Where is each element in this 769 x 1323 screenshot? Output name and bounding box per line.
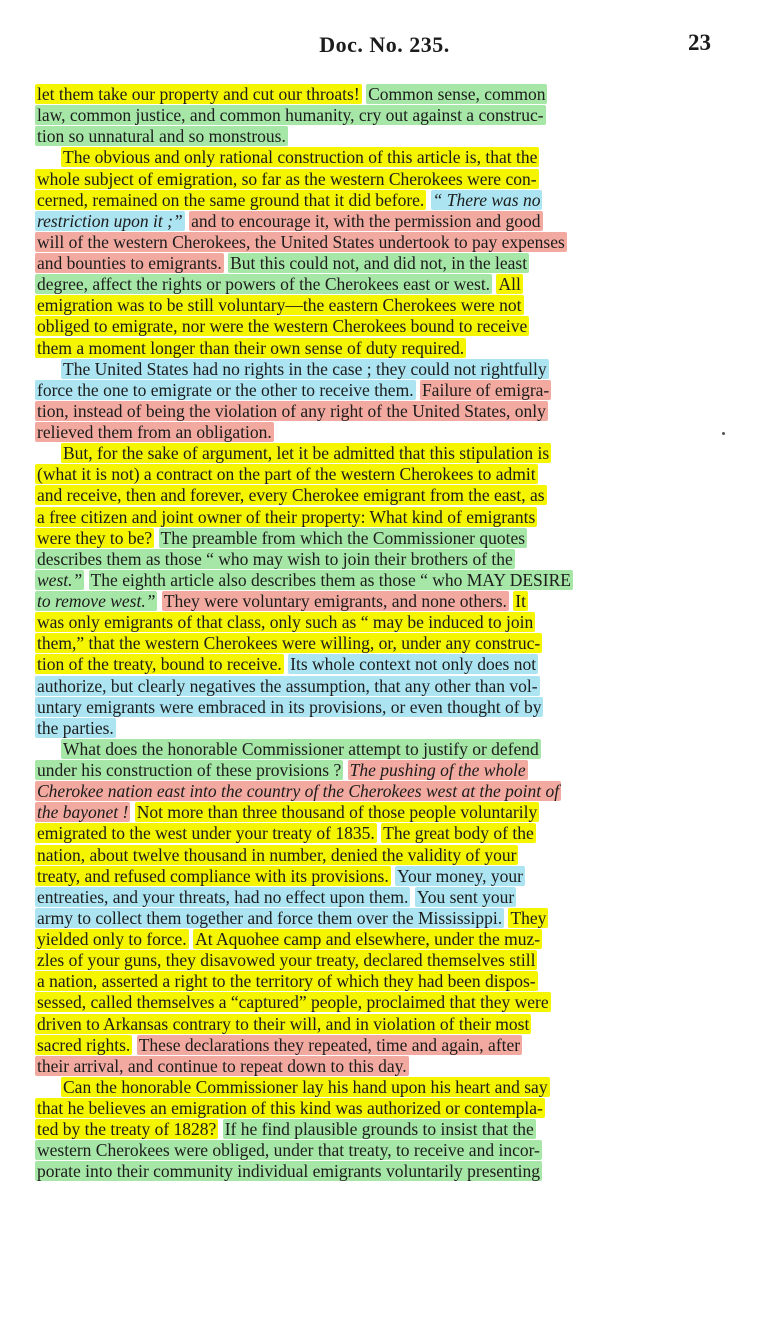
highlighted-segment: the parties. — [37, 717, 114, 738]
text-line — [35, 253, 711, 274]
text-line — [35, 126, 711, 147]
highlighted-segment: Failure of emigra- — [421, 379, 550, 400]
highlighted-segment: untary emigrants were embraced in its provisions, or even thought of by — [37, 696, 542, 717]
highlighted-segment: “ There was no — [432, 189, 541, 210]
text-line — [35, 211, 711, 232]
highlighted-segment: sessed, called themselves a “captured” people, proclaimed that they were — [37, 992, 549, 1013]
text-line — [35, 654, 711, 675]
text-line — [35, 190, 711, 211]
text-line — [35, 823, 711, 844]
page-number: 23 — [688, 30, 711, 55]
highlighted-segment: obliged to emigrate, nor were the western Cherokees bound to receive — [37, 316, 528, 337]
text-line — [35, 718, 711, 739]
text-line — [35, 422, 711, 443]
highlighted-segment: The obvious and only rational construction of this article is, that the — [63, 147, 538, 168]
text-line — [61, 147, 711, 168]
text-line — [35, 401, 711, 422]
ink-speck — [722, 432, 725, 435]
text-line — [35, 781, 711, 802]
highlighted-segment: But this could not, and did not, in the least — [230, 253, 528, 273]
highlighted-segment: These declarations they repeated, time and again, after — [138, 1034, 521, 1055]
highlighted-segment: will of the western Cherokees, the United States undertook to pay expenses — [37, 231, 565, 252]
highlighted-segment: entreaties, and your threats, had no effect upon them. — [37, 886, 409, 907]
highlighted-segment: let them take our property and cut our throats! — [37, 84, 360, 104]
text-line — [35, 908, 711, 929]
highlighted-segment: tion so unnatural and so monstrous. — [37, 126, 286, 147]
text-line — [61, 359, 711, 380]
text-line — [35, 507, 711, 528]
highlighted-segment: west.” — [37, 569, 83, 590]
text-line — [35, 612, 711, 633]
text-line — [35, 802, 711, 823]
highlighted-segment: relieved them from an obligation. — [37, 422, 272, 442]
text-line — [35, 845, 711, 866]
highlighted-segment: to remove west.” — [37, 591, 156, 611]
highlighted-segment: degree, affect the rights or powers of the Cherokees east or west. — [37, 274, 491, 295]
text-line — [35, 697, 711, 718]
text-line — [61, 739, 711, 760]
highlighted-segment: was only emigrants of that class, only such as “ may be induced to join — [37, 612, 534, 633]
text-line — [35, 887, 711, 908]
highlighted-segment: a nation, asserted a right to the territory of which they had been dispos- — [37, 971, 536, 992]
highlighted-segment: force the one to emigrate or the other to receive them. — [37, 379, 414, 400]
highlighted-segment: Can the honorable Commissioner lay his hand upon his heart and say — [63, 1076, 548, 1097]
text-line — [35, 591, 711, 612]
document-title: Doc. No. 235. — [319, 32, 450, 57]
highlighted-segment: ted by the treaty of 1828? — [37, 1119, 217, 1140]
highlighted-segment: that he believes an emigration of this kind was authorized or contempla- — [37, 1098, 543, 1118]
highlighted-segment: them,” that the western Cherokees were willing, or, under any construc- — [37, 633, 541, 654]
highlighted-segment: and to encourage it, with the permission and good — [191, 210, 541, 231]
text-line — [35, 464, 711, 485]
highlighted-segment: The great body of the — [383, 823, 534, 844]
text-line — [35, 295, 711, 316]
text-line — [35, 929, 711, 950]
text-line — [35, 760, 711, 781]
text-line — [35, 633, 711, 654]
highlighted-segment: zles of your guns, they disavowed your treaty, declared themselves still — [37, 950, 536, 971]
text-line — [35, 316, 711, 337]
highlighted-segment: If he find plausible grounds to insist that the — [224, 1119, 534, 1140]
text-line — [35, 950, 711, 971]
highlighted-segment: army to collect them together and force them over the Mississippi. — [37, 907, 503, 928]
highlighted-segment: authorize, but clearly negatives the assumption, that any other than vol- — [37, 675, 538, 696]
text-line — [35, 274, 711, 295]
text-line — [35, 570, 711, 591]
highlighted-segment: treaty, and refused compliance with its provisions. — [37, 865, 389, 886]
text-line — [35, 1056, 711, 1077]
highlighted-segment: The preamble from which the Commissioner quotes — [160, 527, 526, 548]
highlighted-segment: describes them as those “ who may wish to join their brothers of the — [37, 548, 513, 569]
highlighted-segment: The pushing of the whole — [349, 760, 526, 780]
highlighted-segment: and bounties to emigrants. — [37, 253, 222, 273]
highlighted-segment: All — [498, 274, 521, 295]
highlighted-segment: cerned, remained on the same ground that it did before. — [37, 189, 425, 210]
highlighted-segment: emigrated to the west under your treaty of 1835. — [37, 823, 375, 844]
highlighted-segment: yielded only to force. — [37, 929, 187, 949]
highlighted-segment: The eighth article also describes them as those “ who MAY DESIRE — [90, 569, 571, 590]
text-line — [35, 1119, 711, 1140]
highlighted-segment: Its whole context not only does not — [290, 654, 537, 675]
text-line — [35, 1161, 711, 1182]
highlighted-segment: were they to be? — [37, 527, 153, 548]
highlighted-segment: them a moment longer than their own sense of duty required. — [37, 337, 465, 358]
page-header — [0, 30, 769, 66]
text-line — [35, 1035, 711, 1056]
highlighted-segment: law, common justice, and common humanity, cry out against a construc- — [37, 105, 544, 126]
highlighted-segment: restriction upon it ;” — [37, 210, 183, 231]
highlighted-segment: and receive, then and forever, every Cherokee emigrant from the east, as — [37, 485, 545, 506]
highlighted-segment: emigration was to be still voluntary—the eastern Cherokees were not — [37, 295, 522, 316]
text-line — [35, 971, 711, 992]
text-line — [35, 485, 711, 506]
text-line — [35, 105, 711, 126]
text-line — [35, 232, 711, 253]
text-line — [35, 84, 711, 105]
text-line — [35, 169, 711, 190]
highlighted-segment: a free citizen and joint owner of their property: What kind of emigrants — [37, 506, 536, 527]
highlighted-segment: It — [515, 591, 526, 611]
body-text — [35, 84, 711, 1183]
text-line — [35, 1140, 711, 1161]
text-line — [35, 1098, 711, 1119]
highlighted-segment: nation, about twelve thousand in number, denied the validity of your — [37, 844, 517, 865]
highlighted-segment: tion, instead of being the violation of any right of the United States, only — [37, 400, 546, 421]
highlighted-segment: the bayonet ! — [37, 802, 129, 823]
highlighted-segment: porate into their community individual emigrants voluntarily presenting — [37, 1161, 541, 1182]
text-line — [35, 549, 711, 570]
highlighted-segment: driven to Arkansas contrary to their will, and in violation of their most — [37, 1013, 530, 1034]
highlighted-segment: western Cherokees were obliged, under that treaty, to receive and incor- — [37, 1140, 540, 1161]
highlighted-segment: At Aquohee camp and elsewhere, under the muz- — [195, 929, 541, 949]
highlighted-segment: under his construction of these provisions ? — [37, 760, 342, 780]
highlighted-segment: Not more than three thousand of those people voluntarily — [136, 802, 538, 823]
text-line — [35, 528, 711, 549]
highlighted-segment: (what it is not) a contract on the part of the western Cherokees to admit — [37, 464, 536, 485]
highlighted-segment: They — [510, 907, 547, 928]
text-line — [35, 380, 711, 401]
highlighted-segment: Your money, your — [397, 865, 523, 886]
text-line — [35, 676, 711, 697]
highlighted-segment: Cherokee nation east into the country of the Cherokees west at the point of — [37, 781, 560, 802]
text-line — [35, 338, 711, 359]
highlighted-segment: tion of the treaty, bound to receive. — [37, 654, 282, 675]
highlighted-segment: their arrival, and continue to repeat down to this day. — [37, 1055, 407, 1076]
text-line — [61, 1077, 711, 1098]
highlighted-segment: But, for the sake of argument, let it be admitted that this stipulation is — [63, 443, 550, 464]
text-line — [35, 1014, 711, 1035]
highlighted-segment: What does the honorable Commissioner attempt to justify or defend — [63, 738, 539, 759]
highlighted-segment: whole subject of emigration, so far as the western Cherokees were con- — [37, 168, 537, 189]
text-line — [61, 443, 711, 464]
highlighted-segment: They were voluntary emigrants, and none others. — [163, 591, 507, 611]
highlighted-segment: sacred rights. — [37, 1034, 131, 1055]
text-line — [35, 866, 711, 887]
highlighted-segment: Common sense, common — [368, 84, 546, 104]
highlighted-segment: The United States had no rights in the case ; they could not rightfully — [63, 358, 547, 379]
text-line — [35, 992, 711, 1013]
highlighted-segment: You sent your — [416, 886, 515, 907]
